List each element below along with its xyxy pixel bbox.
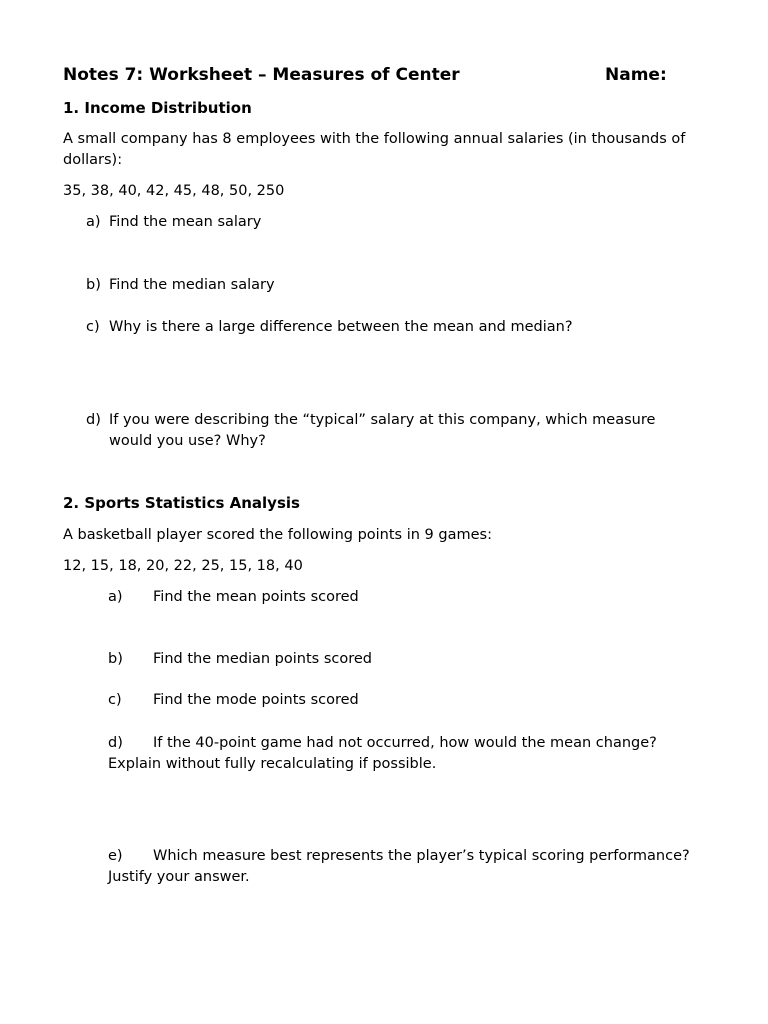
question-label: d) — [86, 412, 101, 428]
question-text: Why is there a large difference between the mean and median? — [109, 319, 573, 335]
question-2d — [108, 733, 693, 775]
question-text: Find the mean points scored — [153, 589, 359, 605]
question-label: d) — [108, 735, 123, 751]
question-label: c) — [108, 692, 122, 708]
page-title: Notes 7: Worksheet – Measures of Center — [63, 65, 460, 85]
question-label: a) — [86, 214, 101, 230]
question-text: Find the mode points scored — [153, 692, 359, 708]
question-label: b) — [86, 277, 101, 293]
section1-intro: A small company has 8 employees with the following annual salaries (in thousands of dollars): — [63, 131, 686, 168]
question-label: a) — [108, 589, 123, 605]
question-text: If the 40-point game had not occurred, how would the mean change? Explain without fully recalculating if possible. — [108, 735, 657, 772]
section2-intro: A basketball player scored the following points in 9 games: — [63, 527, 492, 543]
question-label: c) — [86, 319, 100, 335]
question-text: Find the mean salary — [109, 214, 262, 230]
section-heading-sports: 2. Sports Statistics Analysis — [63, 494, 300, 512]
question-text: Which measure best represents the player’s typical scoring performance? Justify your answer. — [108, 848, 690, 885]
name-label: Name: — [605, 65, 667, 85]
question-1a — [86, 212, 716, 233]
question-1b — [86, 275, 716, 296]
question-2b — [108, 649, 728, 670]
question-text: Find the median points scored — [153, 651, 372, 667]
question-1c — [86, 317, 716, 338]
question-2c — [108, 690, 728, 711]
question-text: If you were describing the “typical” salary at this company, which measure would you use? Why? — [109, 412, 656, 449]
question-1d — [86, 410, 686, 452]
question-label: b) — [108, 651, 123, 667]
question-label: e) — [108, 848, 123, 864]
section1-data: 35, 38, 40, 42, 45, 48, 50, 250 — [63, 183, 285, 199]
section2-data: 12, 15, 18, 20, 22, 25, 15, 18, 40 — [63, 558, 303, 574]
question-text: Find the median salary — [109, 277, 275, 293]
question-2e — [108, 846, 728, 888]
section-heading-income: 1. Income Distribution — [63, 99, 252, 117]
question-2a — [108, 587, 728, 608]
